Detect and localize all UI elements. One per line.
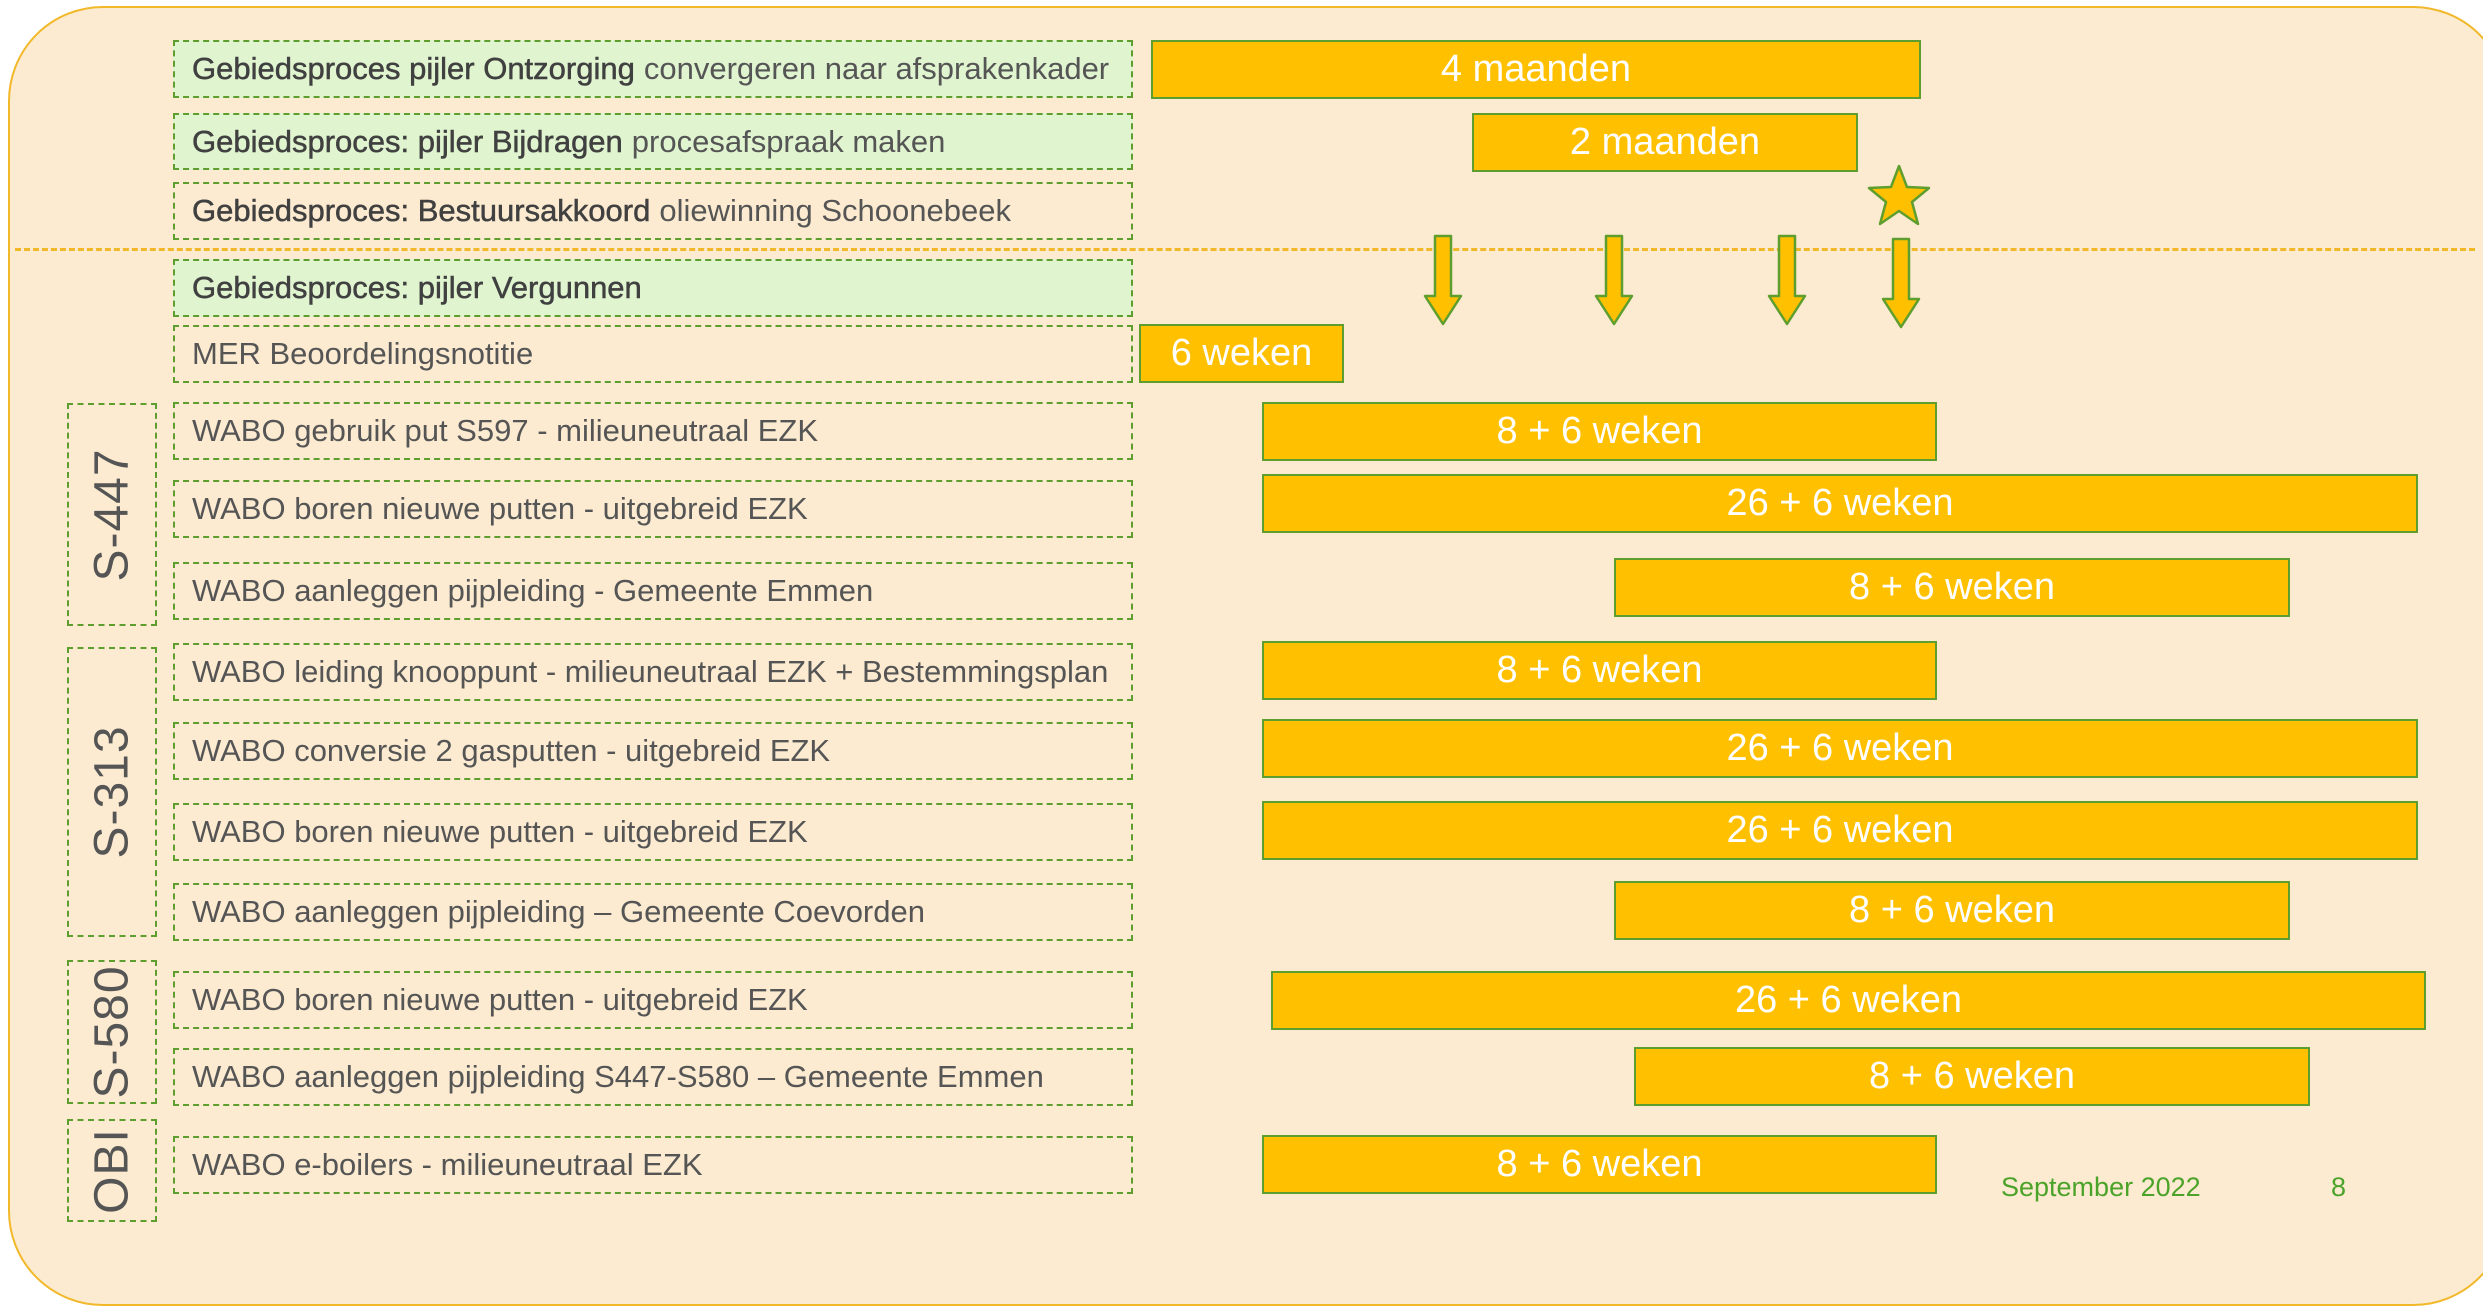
- duration-bar: 26 + 6 weken: [1271, 971, 2426, 1030]
- row-label-bold: Gebiedsproces: pijler Vergunnen: [192, 270, 642, 305]
- row-label-wabo: [173, 402, 1133, 460]
- row-label-text: convergeren naar afsprakenkader: [643, 51, 1110, 86]
- row-label-text: WABO boren nieuwe putten - uitgebreid EZK: [192, 814, 808, 849]
- group-label: S-313: [85, 725, 139, 859]
- row-label-wabo: [173, 1136, 1133, 1194]
- row-label-text: WABO aanleggen pijpleiding - Gemeente Emmen: [192, 573, 874, 608]
- row-label-wabo: [173, 722, 1133, 780]
- row-label-bold: Gebiedsproces pijler Ontzorging: [192, 51, 635, 86]
- duration-bar: 26 + 6 weken: [1262, 719, 2418, 778]
- duration-bar: 8 + 6 weken: [1262, 402, 1937, 461]
- row-label-text: WABO conversie 2 gasputten - uitgebreid EZK: [192, 733, 831, 768]
- group-s313: [67, 647, 157, 937]
- group-s447: [67, 403, 157, 626]
- row-label-text: WABO aanleggen pijpleiding S447-S580 – Gemeente Emmen: [192, 1059, 1044, 1094]
- duration-bar: 8 + 6 weken: [1614, 881, 2290, 940]
- row-label-text: WABO gebruik put S597 - milieuneutraal EZK: [192, 413, 819, 448]
- arrow-down-icon: [1594, 234, 1634, 326]
- arrow-down-icon: [1423, 234, 1463, 326]
- row-label-wabo: [173, 480, 1133, 538]
- group-label: S-580: [85, 965, 139, 1099]
- duration-bar: 26 + 6 weken: [1262, 801, 2418, 860]
- group-s580: [67, 960, 157, 1104]
- row-label-bestuursakkoord: [173, 182, 1133, 240]
- duration-bar: 8 + 6 weken: [1614, 558, 2290, 617]
- duration-bar: 6 weken: [1139, 324, 1344, 383]
- row-label-bold: Gebiedsproces: pijler Bijdragen: [192, 123, 623, 159]
- row-label-wabo: [173, 803, 1133, 861]
- row-label-text: WABO boren nieuwe putten - uitgebreid EZK: [192, 491, 808, 526]
- page-number: 8: [2331, 1172, 2347, 1202]
- row-label-text: procesafspraak maken: [631, 123, 946, 159]
- footer-date: September 2022: [2001, 1172, 2201, 1202]
- row-label-text: WABO e-boilers - milieuneutraal EZK: [192, 1147, 703, 1182]
- row-label-text: WABO boren nieuwe putten - uitgebreid EZK: [192, 982, 808, 1017]
- duration-bar: 8 + 6 weken: [1262, 1135, 1937, 1194]
- arrow-down-icon: [1881, 237, 1921, 329]
- duration-bar: 26 + 6 weken: [1262, 474, 2418, 533]
- row-label-wabo: [173, 883, 1133, 941]
- row-label-bijdragen: [173, 113, 1133, 170]
- duration-bar: 8 + 6 weken: [1262, 641, 1937, 700]
- row-label-text: MER Beoordelingsnotitie: [192, 336, 534, 371]
- arrow-down-icon: [1767, 234, 1807, 326]
- duration-bar: 8 + 6 weken: [1634, 1047, 2310, 1106]
- row-label-wabo: [173, 1048, 1133, 1106]
- row-label-wabo: [173, 562, 1133, 620]
- row-label-text: oliewinning Schoonebeek: [659, 193, 1011, 228]
- row-label-mer: [173, 325, 1133, 383]
- row-label-wabo: [173, 971, 1133, 1029]
- star-icon: [1866, 163, 1932, 229]
- group-label: OBI: [85, 1127, 139, 1214]
- row-label-text: WABO leiding knooppunt - milieuneutraal EZK + Bestemmingsplan: [192, 654, 1109, 689]
- row-label-ontzorging: [173, 40, 1133, 98]
- row-label-bold: Gebiedsproces: Bestuursakkoord: [192, 193, 651, 228]
- duration-bar: 2 maanden: [1472, 113, 1858, 172]
- row-label-wabo: [173, 643, 1133, 701]
- group-label: S-447: [85, 447, 139, 582]
- duration-bar: 4 maanden: [1151, 40, 1921, 99]
- row-label-text: WABO aanleggen pijpleiding – Gemeente Coevorden: [192, 894, 925, 929]
- group-obi: [67, 1119, 157, 1222]
- row-label-vergunnen: [173, 259, 1133, 317]
- divider-line: [15, 248, 2475, 251]
